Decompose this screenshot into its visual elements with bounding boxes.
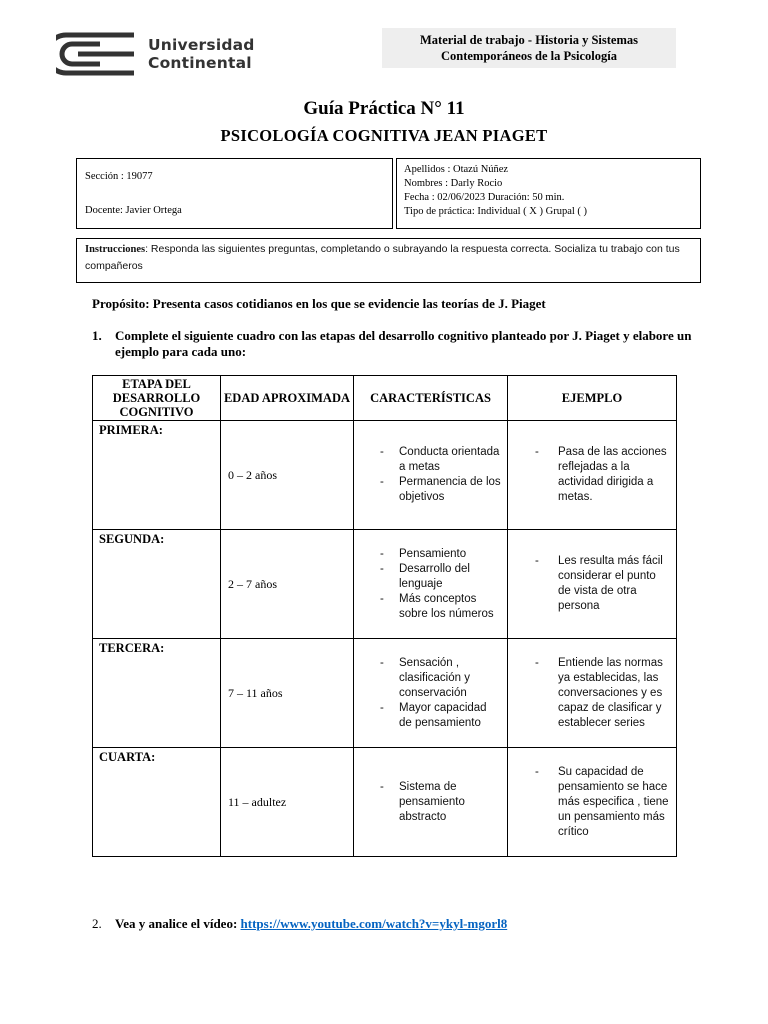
characteristics-list <box>354 780 507 825</box>
example-item: - Pasa de las acciones reflejadas a la actividad dirigida a metas. <box>508 445 670 505</box>
example-cell <box>508 639 677 748</box>
characteristics-item: - Más conceptos sobre los números <box>354 592 501 622</box>
characteristics-list <box>354 445 507 505</box>
age-cell: 2 – 7 años <box>221 530 354 639</box>
age-cell: 11 – adultez <box>221 748 354 857</box>
seccion-field: Sección : 19077 <box>85 171 153 182</box>
table-row <box>93 421 677 530</box>
stages-table <box>92 375 677 857</box>
characteristics-list <box>354 547 507 622</box>
stage-label: TERCERA: <box>99 641 165 655</box>
university-logo <box>56 32 271 76</box>
table-row <box>93 639 677 748</box>
stage-label: PRIMERA: <box>99 423 163 437</box>
header-caracteristicas: CARACTERÍSTICAS <box>354 376 508 421</box>
docente-field: Docente: Javier Ortega <box>85 205 182 216</box>
instructions-box <box>76 238 701 283</box>
question-1-number: 1. <box>92 328 102 343</box>
video-link[interactable]: https://www.youtube.com/watch?v=ykyl-mgorl8 <box>240 916 508 931</box>
table-row <box>93 748 677 857</box>
characteristics-item: - Desarrollo del lenguaje <box>354 562 501 592</box>
characteristics-item: - Permanencia de los objetivos <box>354 475 501 505</box>
question-2-number: 2. <box>92 916 102 931</box>
instructions-label: Instrucciones <box>85 244 146 255</box>
example-cell <box>508 748 677 857</box>
tipo-practica-field: Tipo de práctica: Individual ( X ) Grupal ( ) <box>404 206 588 217</box>
example-list <box>508 445 676 505</box>
question-1-text: Complete el siguiente cuadro con las etapas del desarrollo cognitivo planteado por J. Piaget y elabore un ejemplo para cada uno: <box>115 328 692 359</box>
page-title: Guía Práctica N° 11 <box>303 98 465 119</box>
fecha-field: Fecha : 02/06/2023 Duración: 50 min. <box>404 192 565 203</box>
characteristics-list <box>354 656 507 731</box>
example-cell <box>508 530 677 639</box>
characteristics-wrap <box>354 421 507 529</box>
nombres-field: Nombres : Darly Rocio <box>404 178 503 189</box>
logo-text <box>148 36 255 72</box>
instructions-text: : Responda las siguientes preguntas, completando o subrayando la respuesta correcta. Socializa tu trabajo con tus compañeros <box>85 243 680 272</box>
characteristics-cell <box>354 421 508 530</box>
characteristics-item: - Sistema de pensamiento abstracto <box>354 780 501 825</box>
logo-line-2: Continental <box>148 54 252 72</box>
header-etapa: ETAPA DEL DESARROLLO COGNITIVO <box>93 376 221 421</box>
stage-cell <box>93 421 221 530</box>
characteristics-item: - Sensación , clasificación y conservación <box>354 656 501 701</box>
example-wrap <box>508 421 676 529</box>
characteristics-cell <box>354 530 508 639</box>
question-2-label: Vea y analice el vídeo: <box>115 916 238 931</box>
stage-cell <box>93 639 221 748</box>
stages-body <box>93 421 677 857</box>
student-info-box <box>396 158 701 229</box>
age-cell: 0 – 2 años <box>221 421 354 530</box>
characteristics-wrap <box>354 748 507 856</box>
header-edad: EDAD APROXIMADA <box>221 376 354 421</box>
course-line-2: Contemporáneos de la Psicología <box>440 49 618 63</box>
example-list <box>508 656 676 731</box>
characteristics-item: - Conducta orientada a metas <box>354 445 501 475</box>
stage-label: CUARTA: <box>99 750 156 764</box>
example-wrap <box>508 530 676 638</box>
apellidos-field: Apellidos : Otazú Núñez <box>404 164 509 175</box>
table-row <box>93 530 677 639</box>
characteristics-cell <box>354 748 508 857</box>
question-2 <box>92 916 507 932</box>
stage-label: SEGUNDA: <box>99 532 165 546</box>
table-header-row <box>93 376 677 421</box>
example-cell <box>508 421 677 530</box>
section-info-box <box>76 158 393 229</box>
example-item: - Les resulta más fácil considerar el punto de vista de otra persona <box>508 554 670 614</box>
example-list <box>508 765 676 840</box>
characteristics-item: - Pensamiento <box>354 547 501 562</box>
header-ejemplo: EJEMPLO <box>508 376 677 421</box>
characteristics-wrap <box>354 530 507 638</box>
example-list <box>508 554 676 614</box>
example-wrap <box>508 639 676 747</box>
course-line-1: Material de trabajo - Historia y Sistemas <box>419 33 638 47</box>
purpose-statement: Propósito: Presenta casos cotidianos en los que se evidencie las teorías de J. Piaget <box>92 296 546 311</box>
course-header-box <box>382 28 676 68</box>
example-item: - Su capacidad de pensamiento se hace más especifica , tiene un pensamiento más crítico <box>508 765 670 840</box>
logo-line-1: Universidad <box>148 36 255 54</box>
page-subtitle: PSICOLOGÍA COGNITIVA JEAN PIAGET <box>220 126 548 145</box>
example-item: - Entiende las normas ya establecidas, las conversaciones y es capaz de clasificar y establecer series <box>508 656 670 731</box>
stage-cell <box>93 748 221 857</box>
stage-cell <box>93 530 221 639</box>
characteristics-item: - Mayor capacidad de pensamiento <box>354 701 501 731</box>
age-cell: 7 – 11 años <box>221 639 354 748</box>
continental-logo-icon <box>56 32 136 76</box>
characteristics-cell <box>354 639 508 748</box>
example-wrap <box>508 748 676 856</box>
characteristics-wrap <box>354 639 507 747</box>
